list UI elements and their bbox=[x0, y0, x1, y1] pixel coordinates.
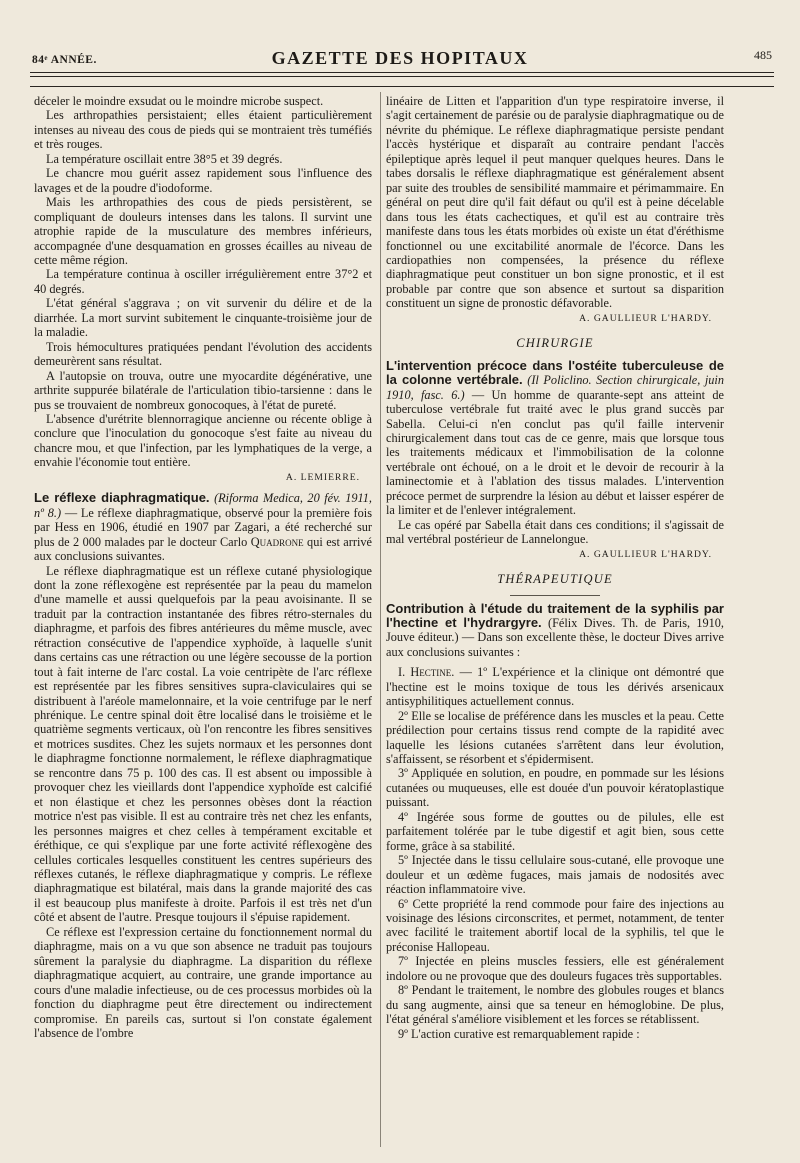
numbered-item: 9º L'action curative est remarquablement rapide : bbox=[398, 1026, 640, 1041]
header-rule-bottom bbox=[30, 86, 774, 87]
journal-title: GAZETTE DES HOPITAUX bbox=[271, 48, 529, 68]
page-number: 485 bbox=[754, 48, 772, 62]
article-lead-syphilis bbox=[386, 602, 724, 660]
left-column bbox=[34, 94, 372, 1040]
section-rule bbox=[510, 595, 600, 596]
running-header bbox=[28, 46, 772, 70]
numbered-item bbox=[386, 665, 724, 708]
numbered-item: 2º Elle se localise de préférence dans les muscles et la peau. Cette prédilection pour certains tissus rend compte de la rapidité avec laquelle les lésions cutanées s'arrêtent dans leur évolution, s'affaissent, se résorbent et s'épidermisent. bbox=[386, 708, 724, 767]
paragraph: Ce réflexe est l'expression certaine du fonctionnement normal du diaphragme, mais on a vu que son absence ne traduit pas toujours sûrement la paralysie du diaphragme. La disparition du réflexe diaphragmatique acquiert, au contraire, une grande importance au cours d'une maladie infectieuse, ou de ces processus morbides où la fonction du diaphragme peut être directement ou indirectement compromise. En pareils cas, surtout si l'on constate également l'absence de l'ombre bbox=[34, 924, 372, 1040]
section-heading-chirurgie: CHIRURGIE bbox=[516, 336, 594, 351]
paragraph: A l'autopsie on trouva, outre une myocardite dégénérative, une arthrite suppurée bilatérale de l'articulation tibio-tarsienne : dans le pus se trouvaient de nombreux gonocoques, à l'état de pureté. bbox=[34, 368, 372, 412]
paragraph: La température oscillait entre 38°5 et 39 degrés. bbox=[46, 151, 283, 166]
paragraph: Le chancre mou guérit assez rapidement sous l'influence des lavages et de la poudre d'iodoforme. bbox=[34, 166, 372, 195]
paragraph: déceler le moindre exsudat ou le moindre microbe suspect. bbox=[34, 94, 324, 108]
paragraph: Les arthropathies persistaient; elles étaient particulièrement intenses au niveau des cous de pieds qui se montraient très tuméfiés et très rouges. bbox=[34, 108, 372, 152]
article-lead-end: qui est arrivé aux conclusions suivantes. bbox=[34, 534, 372, 564]
numbered-item: 3º Appliquée en solution, en poudre, en pommade sur les lésions cutanées ou muqueuses, elle est douée d'un pouvoir kératoplastique puissant. bbox=[386, 766, 724, 810]
column-divider bbox=[380, 92, 381, 1147]
author-signature: A. GAULLIEUR L'HARDY. bbox=[579, 312, 712, 324]
paragraph: La température continua à osciller irrégulièrement entre 37°2 et 40 degrés. bbox=[34, 267, 372, 296]
numbered-item: 7º Injectée en pleins muscles fessiers, elle est généralement indolore ou ne provoque que des douleurs fugaces très supportables. bbox=[386, 954, 724, 983]
article-citation: (Félix Dives. Th. de Paris, 1910, Jouve éditeur.) bbox=[386, 615, 725, 645]
paragraph-continuation: linéaire de Litten et l'apparition d'un type respiratoire inverse, il s'agit certainement de parésie ou de paralysie diaphragmatique ou de névrite du phémique. Le réflexe diaphragmatique persiste pendant l'accès hystérique et disparaît au contraire pendant l'accès épileptique après lequel il peut manquer quelques heures. Dans le tabes dorsalis le réflexe diaphragmatique est généralement absent par suite des troubles de sensibilité mammaire et périmammaire. En général on peut dire qu'il fait défaut ou qu'il est à peine décelable dans tous les états cachectiques, et qu'il est au contraire très manifeste dans tous les états morbides où existe un état d'éréthisme fonctionnel ou une excitabilité anormale de l'écorce. Dans les cardiopathies non compensées, la présence du réflexe diaphragmatique peut constituer un bon signe pronostic, et il est probable par contre que son absence et surtout sa disparition constituent un signe de pronostic défavorable. bbox=[386, 94, 724, 311]
item-text: — 1º L'expérience et la clinique ont démontré que l'hectine est le moins toxique de tous les dérivés arsenicaux antisyphilitiques actuellement connus. bbox=[386, 665, 724, 709]
article-title: L'intervention précoce dans l'ostéite tuberculeuse de la colonne vertébrale. bbox=[386, 357, 724, 388]
article-lead-text: — Un homme de quarante-sept ans atteint de tuberculose vertébrale fut traité avec le plus grand succès par Sabella. Celui-ci n'en conclut pas qu'il faille intervenir chirurgicalement dans tout cas de ce genre, mais que lorsque tous les traitements médicaux et l'immobilisation de la colonne vertébrale ont échoué, on a le droit et le devoir de recourir à la laminectomie et à l'ablation des tissus malades. L'intervention précoce permet de surprendre la lésion au début et laisser espérer de la limiter et de l'enlever intégralement. bbox=[386, 387, 724, 518]
article-author: Quadrone bbox=[250, 534, 304, 549]
article-lead-osteite bbox=[386, 359, 724, 518]
article-lead-reflexe bbox=[34, 491, 372, 563]
section-heading-therapeutique: THÉRAPEUTIQUE bbox=[497, 572, 613, 587]
author-signature: A. GAULLIEUR L'HARDY. bbox=[579, 548, 712, 560]
numbered-item: 8º Pendant le traitement, le nombre des globules rouges et blancs du sang augmente, ainsi que sa teneur en hémoglobine. De plus, l'état général s'améliore visiblement et les forces se rétablissent. bbox=[386, 983, 724, 1027]
article-lead-text: — Le réflexe diaphragmatique, observé pour la première fois par Hess en 1906, étudié en 1907 par Zagari, a été recherché sur plus de 2 000 malades par le docteur Carlo bbox=[34, 505, 372, 549]
article-citation: (Il Policlino. Section chirurgicale, juin 1910, fasc. 6.) bbox=[386, 373, 724, 402]
paragraph: L'absence d'urétrite blennorragique ancienne ou récente oblige à conclure que l'inoculation du gonocoque s'est faite au niveau du chancre mou, et que l'infection, par les lymphatiques de la verge, a envahie l'économie tout entière. bbox=[34, 411, 372, 470]
paragraph: Mais les arthropathies des cous de pieds persistèrent, se compliquant de douleurs intenses dans les talons. Il survint une atrophie rapide de la musculature des membres inférieurs, accompagnée d'une desquamation en grosses écailles au niveau de cette même région. bbox=[34, 195, 372, 267]
paragraph: Le réflexe diaphragmatique est un réflexe cutané physiologique dont la zone réflexogène est représentée par la peau du mamelon d'une mamelle et aussi quelquefois par la peau avoisinante. Il se traduit par la contraction instantanée des fibres rétro-sternales du diaphragme, et parfois des fibres antérieures du même muscle, avec rétraction consécutive de l'appendice xyphoïde, à laquelle s'unit dans certains cas une rétraction ou une légère secousse de la portion tout à fait interne de l'arc costal. La voie centripète de l'arc réflexe est représentée par les fibres sensitives supra-claviculaires qui se distribuent à l'aréole mamelonnaire, et la voie centrifuge par le nerf phrénique. Le centre spinal doit être localisé dans le troisième et le quatrième segments verticaux, où l'on rencontre les fibres sensitives et motrices susdites. Chez les sujets normaux et les personnes dont le diaphragme fonctionne normalement, le réflexe diaphragmatique se rencontre dans 75 p. 100 des cas. Il est absent ou impossible à provoquer chez les vieillards dont l'appendice xyphoïde est calcifié et non élastique et chez les personnes obèses dont la réaction motrice n'est pas visible. Il est au contraire très net chez les enfants, les personnes maigres et chez celles à tempérament excitable et éréthique, ce qui s'explique par une forte activité réflexogène des cellules corticales lesquelles constituent les centres supérieurs des réflexes cutanés, le réflexe diaphragmatique y compris. Le réflexe diaphragmatique est bilatéral, mais dans la grande majorité des cas il est beaucoup plus manifeste à droite. Parfois il est très net d'un côté et absent de l'autre. Presque toujours il s'épuise rapidement. bbox=[34, 563, 372, 925]
numbered-item: 5º Injectée dans le tissu cellulaire sous-cutané, elle provoque une douleur et un œdème fugaces, mais jamais de nodosités avec réaction inflammatoire vive. bbox=[386, 853, 724, 897]
paragraph: Trois hémocultures pratiquées pendant l'évolution des accidents demeurèrent sans résultat. bbox=[34, 339, 372, 369]
item-label: I. Hectine. bbox=[398, 665, 455, 680]
header-rule-middle bbox=[30, 76, 774, 77]
author-signature: A. LEMIERRE. bbox=[285, 471, 360, 483]
article-lead-text: — Dans son excellente thèse, le docteur Dives arrive aux conclusions suivantes : bbox=[386, 630, 724, 659]
paragraph: Le cas opéré par Sabella était dans ces conditions; il s'agissait de mal vertébral postérieur de Lannelongue. bbox=[386, 517, 724, 547]
numbered-item: 6º Cette propriété la rend commode pour faire des injections au voisinage des lésions circonscrites, et permet, notamment, de tenter avec facilité le traitement abortif local de la syphilis, tel que le préconise Hallopeau. bbox=[386, 896, 724, 954]
article-citation: (Riforma Medica, 20 fév. 1911, nº 8.) bbox=[34, 491, 372, 520]
numbered-item: 4º Ingérée sous forme de gouttes ou de pilules, elle est parfaitement tolérée par le tube digestif et agit bien, sous cette forme, grâce à sa stabilité. bbox=[386, 809, 724, 853]
paragraph: L'état général s'aggrava ; on vit survenir du délire et de la diarrhée. La mort survint subitement le cinquante-troisième jour de la maladie. bbox=[34, 296, 372, 340]
right-column bbox=[386, 94, 724, 1041]
article-title: Le réflexe diaphragmatique. bbox=[34, 490, 210, 506]
article-title: Contribution à l'étude du traitement de la syphilis par l'hectine et l'hydrargyre. bbox=[386, 600, 724, 630]
header-rule-top bbox=[30, 72, 774, 73]
volume-year: 84ᵉ ANNÉE. bbox=[32, 54, 97, 66]
